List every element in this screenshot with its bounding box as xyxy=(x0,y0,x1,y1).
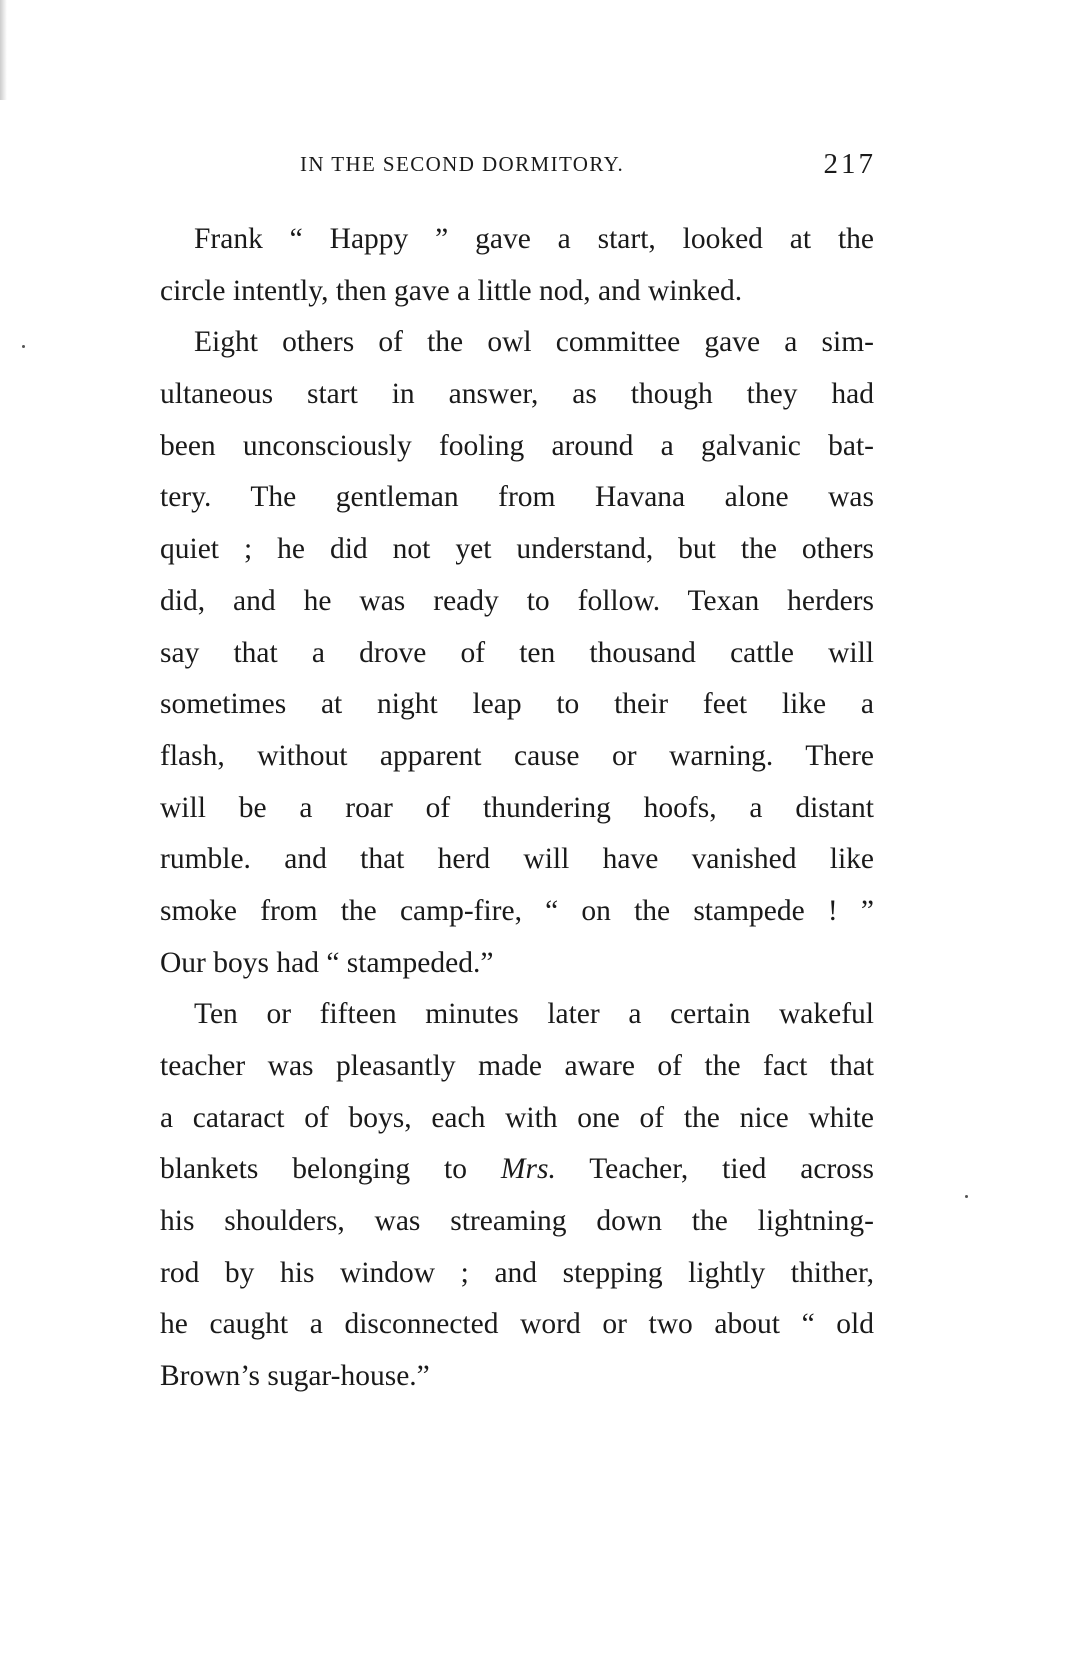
paragraph xyxy=(160,214,874,317)
body-text xyxy=(160,214,874,1403)
scan-edge-shadow xyxy=(0,0,7,100)
text-line-with-italic xyxy=(160,1144,874,1196)
text-line: Ten or fifteen minutes later a certain wakeful xyxy=(194,998,874,1031)
text-fragment: Teacher, tied across xyxy=(589,1153,875,1186)
page-number: 217 xyxy=(823,148,876,180)
text-line: Frank “ Happy ” gave a start, looked at the xyxy=(194,223,874,255)
text-line: circle intently, then gave a little nod, and winked. xyxy=(160,274,743,307)
text-line: did, and he was ready to follow. Texan herders xyxy=(160,584,874,617)
text-line: Eight others of the owl committee gave a sim- xyxy=(194,326,874,359)
ink-speck xyxy=(22,345,25,348)
text-line: flash, without apparent cause or warning. There xyxy=(160,739,874,772)
running-head: IN THE SECOND DORMITORY. xyxy=(300,152,625,176)
text-line: ultaneous start in answer, as though they had xyxy=(160,378,874,411)
text-line: rumble. and that herd will have vanished like xyxy=(160,843,874,876)
paragraph xyxy=(160,317,874,989)
text-line: sometimes at night leap to their feet like a xyxy=(160,688,874,721)
text-line: smoke from the camp-fire, “ on the stampede ! ” xyxy=(160,894,874,927)
text-line: Our boys had “ stampeded.” xyxy=(160,946,494,979)
text-line: a cataract of boys, each with one of the nice white xyxy=(160,1101,874,1134)
text-line: Brown’s sugar-house.” xyxy=(160,1360,430,1393)
ink-speck xyxy=(965,1195,968,1198)
italic-word: Mrs. xyxy=(500,1153,556,1186)
text-line: rod by his window ; and stepping lightly thither, xyxy=(160,1256,874,1289)
text-line: teacher was pleasantly made aware of the fact that xyxy=(160,1050,874,1082)
text-line: been unconsciously fooling around a galvanic bat- xyxy=(160,429,874,462)
paragraph xyxy=(160,989,874,1403)
text-line: his shoulders, was streaming down the lightning- xyxy=(160,1205,874,1238)
text-line: quiet ; he did not yet understand, but the others xyxy=(160,533,874,566)
text-line: will be a roar of thundering hoofs, a distant xyxy=(160,791,874,824)
text-fragment: blankets belonging to xyxy=(160,1153,468,1186)
page-header xyxy=(160,148,876,188)
text-line: tery. The gentleman from Havana alone was xyxy=(160,481,874,514)
text-line: he caught a disconnected word or two about “ old xyxy=(160,1308,874,1341)
text-line: say that a drove of ten thousand cattle will xyxy=(160,636,874,669)
